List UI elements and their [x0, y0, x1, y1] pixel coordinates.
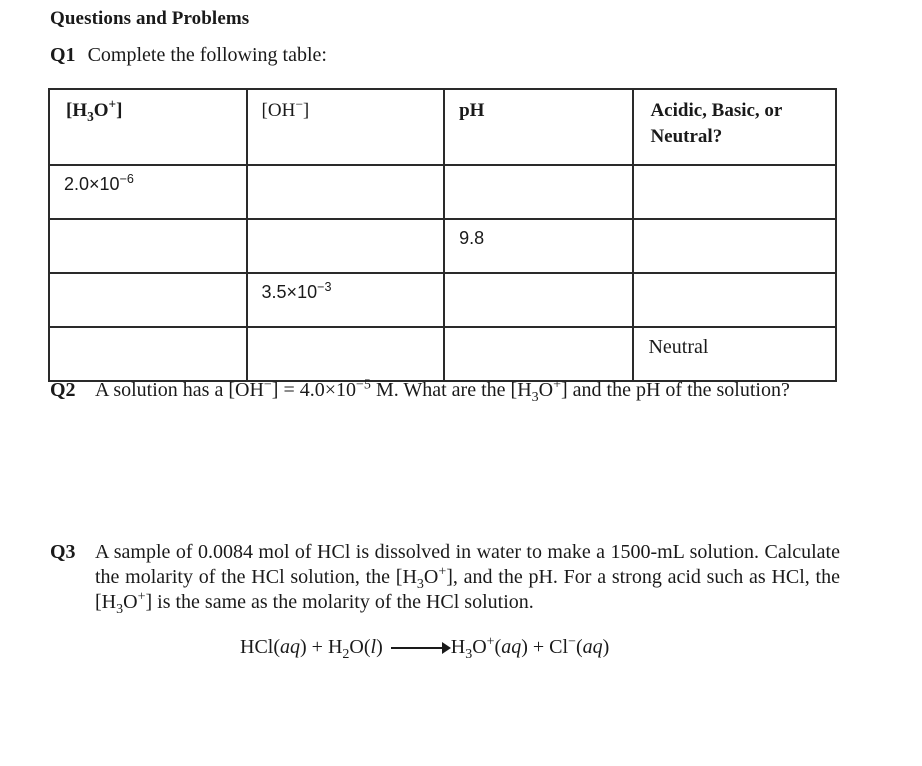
header-ph: pH — [444, 89, 633, 165]
table-row — [49, 165, 836, 219]
table-row — [49, 327, 836, 381]
header-h3o: $[H_3O^+]$ — [49, 89, 247, 165]
question-2 — [50, 377, 840, 405]
question-1-label: Q1 — [50, 44, 76, 66]
equation-products: $H_3O^+(aq) + Cl^-(aq)$ — [450, 634, 610, 662]
cell-ph[interactable] — [444, 273, 633, 327]
cell-h3o[interactable] — [49, 273, 247, 327]
table-row — [49, 273, 836, 327]
ph-table — [48, 88, 837, 382]
page-title: Questions and Problems — [50, 8, 250, 29]
question-3 — [50, 540, 840, 615]
question-1 — [50, 44, 327, 67]
equation-reactants: $HCl(aq) + H_2O(l)$ — [240, 636, 383, 662]
reaction-equation — [240, 634, 610, 662]
cell-nature[interactable] — [633, 219, 836, 273]
reaction-arrow-icon — [391, 647, 449, 649]
cell-oh[interactable] — [247, 219, 445, 273]
cell-nature[interactable]: Neutral — [633, 327, 836, 381]
cell-oh[interactable] — [247, 327, 445, 381]
header-nature: Acidic, Basic, or Neutral? — [633, 89, 836, 165]
cell-oh[interactable]: $3.5\times 10^{-3}$ — [247, 273, 445, 327]
cell-ph[interactable] — [444, 165, 633, 219]
cell-ph[interactable]: 9.8 — [444, 219, 633, 273]
cell-oh[interactable] — [247, 165, 445, 219]
cell-h3o[interactable] — [49, 327, 247, 381]
question-1-prompt: Complete the following table: — [87, 44, 327, 66]
table-row — [49, 219, 836, 273]
cell-h3o[interactable]: $2.0\times 10^{-6}$ — [49, 165, 247, 219]
question-3-label: Q3 — [50, 541, 76, 563]
cell-ph[interactable] — [444, 327, 633, 381]
cell-h3o[interactable] — [49, 219, 247, 273]
table-header-row — [49, 89, 836, 165]
question-2-text: A solution has a $[OH^-] = 4.0\times 10^{-5}$ M. What are the $[H_3O^+]$ and the pH of the solution? — [95, 377, 790, 405]
cell-nature[interactable] — [633, 273, 836, 327]
question-2-label: Q2 — [50, 379, 76, 401]
header-oh: [OH−] — [247, 89, 445, 165]
cell-nature[interactable] — [633, 165, 836, 219]
question-3-text: A sample of 0.0084 mol of HCl is dissolved in water to make a 1500-mL solution. Calculate the molarity of the HCl solution, the $[H_3O^+]$, and the pH. For a strong acid such as HCl, the $[H_3O^+]$ is the same as the molarity of the HCl solution. — [95, 541, 840, 617]
